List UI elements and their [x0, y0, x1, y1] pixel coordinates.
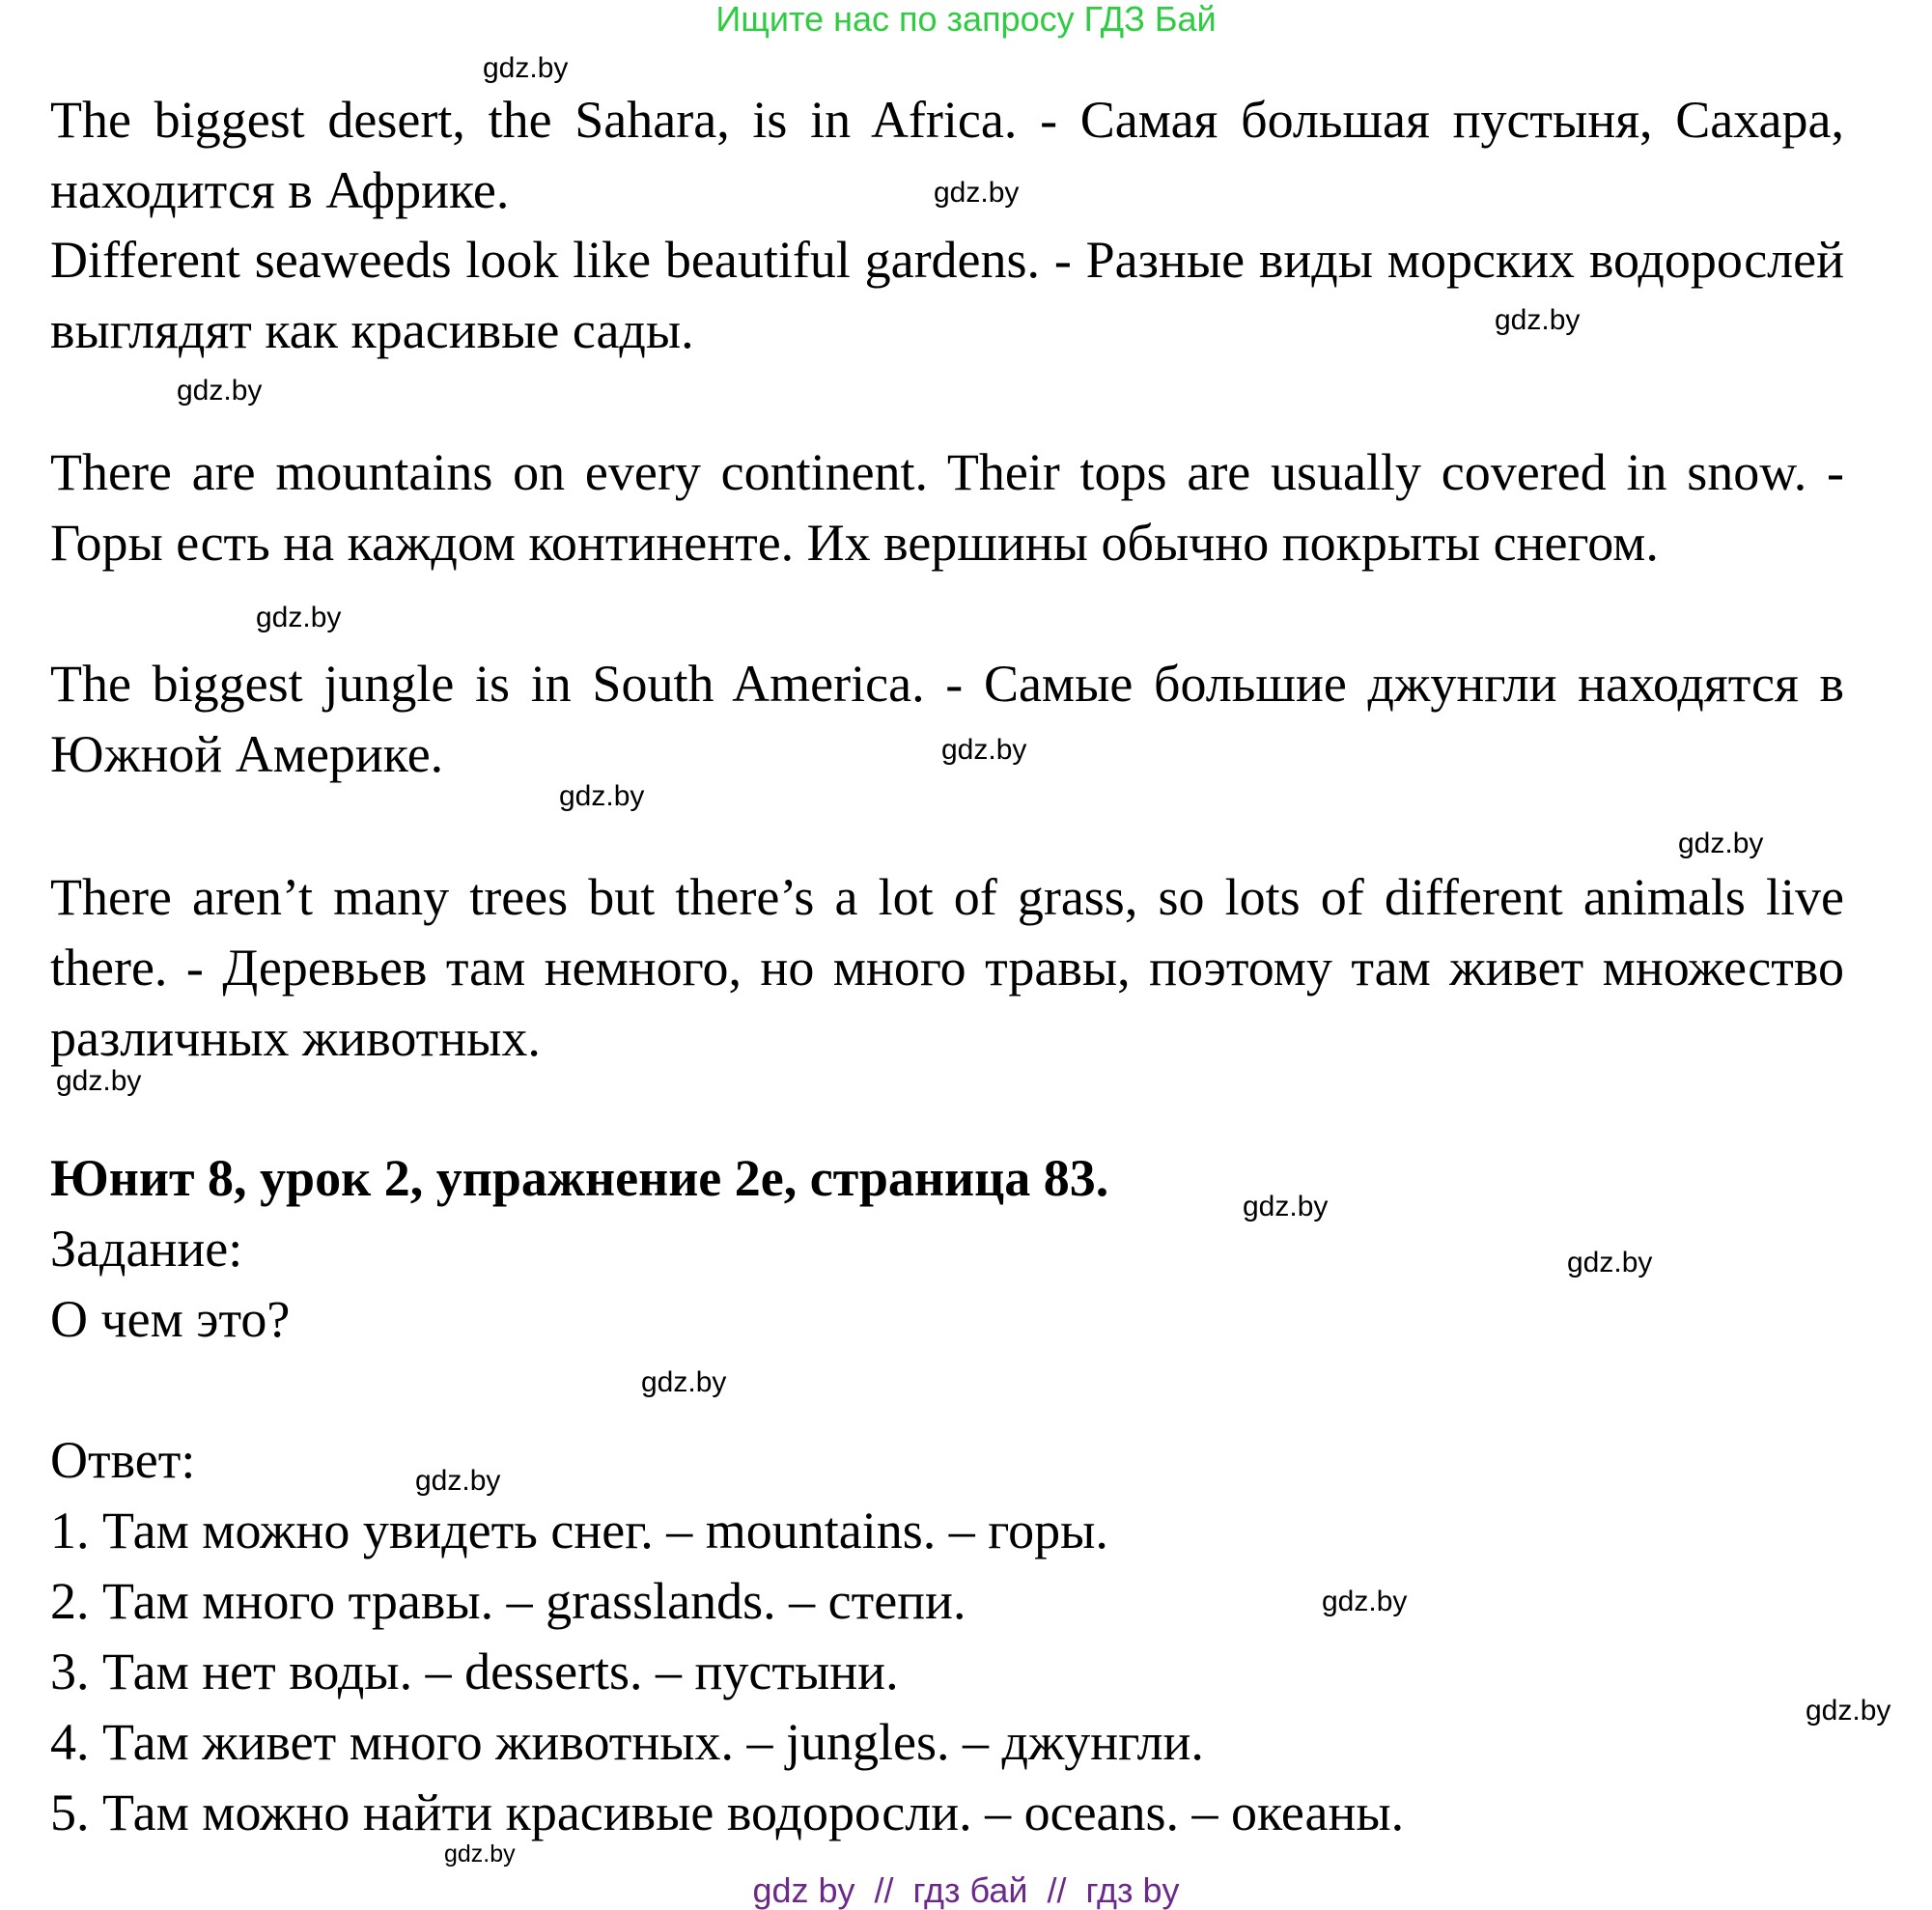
footer-links: gdz by // гдз бай // гдз by — [752, 1870, 1180, 1910]
paragraph-text: There aren’t many trees but there’s a lot of grass, so lots of different animals live there. - Деревьев там немного, но много травы, поэтому там живет множество различных животных. — [50, 868, 1844, 1067]
watermark: gdz.by — [256, 602, 342, 633]
answer-item: 3. Там нет воды. – desserts. – пустыни. — [50, 1643, 899, 1700]
paragraph-jungle — [50, 649, 1844, 790]
watermark: gdz.by — [444, 1840, 516, 1868]
search-banner: Ищите нас по запросу ГДЗ Бай — [715, 0, 1217, 39]
task-label: Задание: — [50, 1220, 243, 1278]
answer-item: 4. Там живет много животных. – jungles. – джунгли. — [50, 1713, 1204, 1771]
answer-label: Ответ: — [50, 1431, 196, 1489]
watermark: gdz.by — [1322, 1586, 1408, 1617]
answer-section — [50, 1425, 1844, 1848]
watermark: gdz.by — [941, 734, 1027, 766]
watermark: gdz.by — [1495, 304, 1581, 336]
paragraph-text: Different seaweeds look like beautiful gardens. - Разные виды морских водорослей выглядят как красивые сады. — [50, 231, 1844, 359]
watermark: gdz.by — [1567, 1247, 1653, 1278]
watermark: gdz.by — [1678, 828, 1764, 859]
watermark: gdz.by — [177, 375, 263, 407]
watermark: gdz.by — [483, 52, 569, 84]
watermark: gdz.by — [934, 177, 1020, 209]
watermark: gdz.by — [1806, 1695, 1891, 1727]
paragraph-text: The biggest desert, the Sahara, is in Africa. - Самая большая пустыня, Сахара, находится в Африке. — [50, 91, 1844, 219]
exercise-heading: Юнит 8, урок 2, упражнение 2е, страница 83. — [50, 1149, 1109, 1207]
paragraph-text: The biggest jungle is in South America. - Самые большие джунгли находятся в Южной Америке. — [50, 655, 1844, 783]
answer-item: 5. Там можно найти красивые водоросли. – oceans. – океаны. — [50, 1784, 1405, 1841]
answer-item: 2. Там много травы. – grasslands. – степи. — [50, 1572, 966, 1630]
watermark: gdz.by — [415, 1465, 501, 1497]
watermark: gdz.by — [56, 1065, 142, 1097]
watermark: gdz.by — [641, 1366, 727, 1398]
answer-item: 1. Там можно увидеть снег. – mountains. – горы. — [50, 1502, 1108, 1559]
watermark: gdz.by — [1243, 1191, 1329, 1222]
watermark: gdz.by — [559, 780, 645, 812]
paragraph-grassland — [50, 862, 1844, 1074]
paragraph-text: There are mountains on every continent. Their tops are usually covered in snow. - Горы есть на каждом континенте. Их вершины обычно покрыты снегом. — [50, 443, 1844, 572]
paragraph-seaweeds — [50, 225, 1844, 366]
paragraph-mountains — [50, 437, 1844, 578]
task-text: О чем это? — [50, 1290, 291, 1348]
